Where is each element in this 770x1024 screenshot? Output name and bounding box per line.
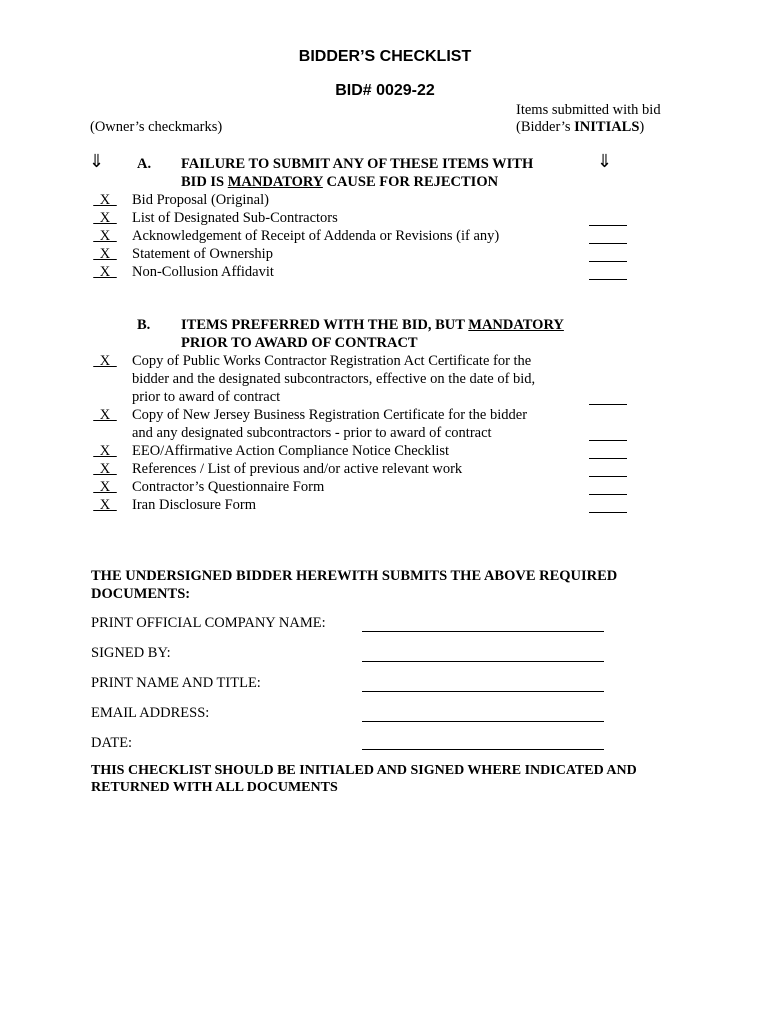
- checklist-item-bid-proposal: Bid Proposal (Original): [132, 192, 269, 208]
- checklist-item-nj-business-registration: Copy of New Jersey Business Registration Certificate for the bidder: [132, 407, 528, 423]
- bid-number: BID# 0029-22: [335, 82, 435, 99]
- section-a-heading-line2: BID IS MANDATORY CAUSE FOR REJECTION: [181, 174, 499, 190]
- name-title-field[interactable]: [362, 691, 604, 692]
- down-arrow-icon: ⇓: [89, 151, 105, 172]
- initials-field[interactable]: [589, 243, 627, 244]
- section-b-letter: B.: [137, 317, 151, 333]
- initials-field[interactable]: [589, 476, 627, 477]
- owner-checkmark[interactable]: X: [93, 264, 117, 280]
- initials-field[interactable]: [589, 261, 627, 262]
- page-title: BIDDER’S CHECKLIST: [298, 48, 472, 65]
- checklist-item-references: References / List of previous and/or active relevant work: [132, 461, 463, 477]
- submission-statement: THE UNDERSIGNED BIDDER HEREWITH SUBMITS THE ABOVE REQUIRED: [91, 568, 618, 584]
- section-b-heading-line2: PRIOR TO AWARD OF CONTRACT: [181, 335, 418, 351]
- initials-field[interactable]: [589, 458, 627, 459]
- footer-instruction: THIS CHECKLIST SHOULD BE INITIALED AND SIGNED WHERE INDICATED AND: [91, 763, 637, 778]
- checklist-item-registration-act-line3: prior to award of contract: [132, 389, 281, 405]
- checklist-item-ownership: Statement of Ownership: [132, 246, 273, 262]
- initials-field[interactable]: [589, 225, 627, 226]
- submission-statement-line2: DOCUMENTS:: [91, 586, 191, 602]
- checklist-item-nj-business-registration-line2: and any designated subcontractors - prior to award of contract: [132, 425, 492, 441]
- owner-checkmark[interactable]: X: [93, 443, 117, 459]
- initials-field[interactable]: [589, 494, 627, 495]
- owner-checkmark[interactable]: X: [93, 497, 117, 513]
- email-label: EMAIL ADDRESS:: [91, 705, 210, 721]
- bidder-initials-label: (Bidder’s INITIALS): [516, 119, 645, 135]
- initials-field[interactable]: [589, 512, 627, 513]
- company-name-label: PRINT OFFICIAL COMPANY NAME:: [91, 615, 326, 631]
- initials-field[interactable]: [589, 440, 627, 441]
- checklist-item-eeo: EEO/Affirmative Action Compliance Notice Checklist: [132, 443, 450, 459]
- initials-field[interactable]: [589, 279, 627, 280]
- owner-checkmark[interactable]: X: [93, 228, 117, 244]
- section-a-letter: A.: [137, 156, 152, 172]
- owner-checkmark[interactable]: X: [93, 353, 117, 369]
- down-arrow-icon: ⇓: [597, 151, 613, 172]
- bidder-column-label: Items submitted with bid: [516, 102, 661, 118]
- owner-column-label: (Owner’s checkmarks): [90, 119, 223, 135]
- checklist-item-iran-disclosure: Iran Disclosure Form: [132, 497, 257, 513]
- footer-instruction-line2: RETURNED WITH ALL DOCUMENTS: [91, 780, 338, 795]
- checklist-item-registration-act: Copy of Public Works Contractor Registration Act Certificate for the: [132, 353, 532, 369]
- date-field[interactable]: [362, 749, 604, 750]
- checklist-item-non-collusion: Non-Collusion Affidavit: [132, 264, 274, 280]
- company-name-field[interactable]: [362, 631, 604, 632]
- owner-checkmark[interactable]: X: [93, 210, 117, 226]
- checklist-item-addenda: Acknowledgement of Receipt of Addenda or Revisions (if any): [132, 228, 500, 244]
- signed-by-field[interactable]: [362, 661, 604, 662]
- owner-checkmark[interactable]: X: [93, 192, 117, 208]
- owner-checkmark[interactable]: X: [93, 246, 117, 262]
- email-field[interactable]: [362, 721, 604, 722]
- initials-field[interactable]: [589, 404, 627, 405]
- name-title-label: PRINT NAME AND TITLE:: [91, 675, 261, 691]
- checklist-item-registration-act-line2: bidder and the designated subcontractors, effective on the date of bid,: [132, 371, 536, 387]
- section-b-heading: ITEMS PREFERRED WITH THE BID, BUT MANDATORY: [181, 317, 564, 333]
- checklist-item-questionnaire: Contractor’s Questionnaire Form: [132, 479, 325, 495]
- checklist-item-sub-contractors: List of Designated Sub-Contractors: [132, 210, 338, 226]
- section-a-heading: FAILURE TO SUBMIT ANY OF THESE ITEMS WITH: [181, 156, 534, 172]
- date-label: DATE:: [91, 735, 133, 751]
- owner-checkmark[interactable]: X: [93, 407, 117, 423]
- owner-checkmark[interactable]: X: [93, 461, 117, 477]
- owner-checkmark[interactable]: X: [93, 479, 117, 495]
- signed-by-label: SIGNED BY:: [91, 645, 171, 661]
